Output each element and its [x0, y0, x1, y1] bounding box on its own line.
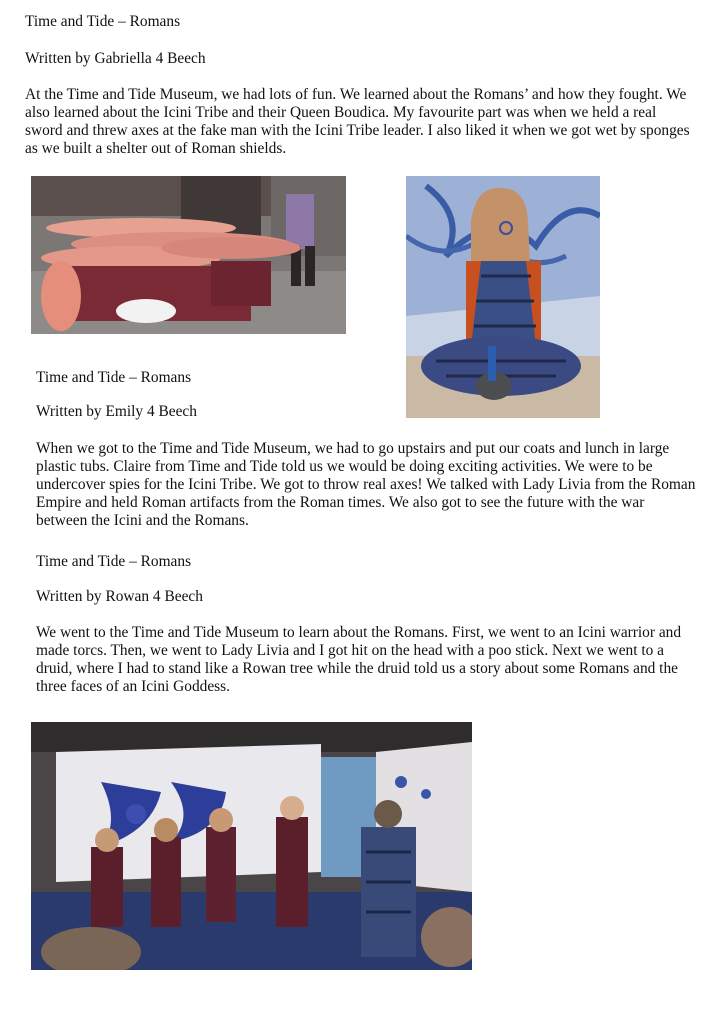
article-3-author: Written by Rowan 4 Beech — [36, 588, 203, 605]
article-1-author: Written by Gabriella 4 Beech — [25, 50, 206, 67]
article-3-title: Time and Tide – Romans — [36, 553, 192, 570]
article-3-body: We went to the Time and Tide Museum to learn about the Romans. First, we went to an Icini warrior and made torcs. Then, we went to Lady Livia and I got hit on the head with a poo stick. Next we went to a druid, where I had to stand like a Rowan tree while the druid told us a story about some Romans and the three faces of an Icini Goddess. — [36, 624, 682, 695]
article-1-body: At the Time and Tide Museum, we had lots of fun. We learned about the Romans’ and how they fought. We also learned about the Icini Tribe and their Queen Boudica. My favourite part was when we held a real sword and threw axes at the fake man with the Icini Tribe leader. I also liked it when we got wet by sponges as we built a shelter out of Roman shields. — [25, 86, 690, 157]
shield-shelter-photo — [31, 176, 346, 334]
article-1-title: Time and Tide – Romans — [25, 13, 181, 30]
druid-activity-photo — [31, 722, 472, 970]
article-2-title: Time and Tide – Romans — [36, 369, 192, 386]
article-2-author: Written by Emily 4 Beech — [36, 403, 197, 420]
seated-warrior-photo — [406, 176, 600, 418]
article-2-body: When we got to the Time and Tide Museum, we had to go upstairs and put our coats and lunch in large plastic tubs. Claire from Time and Tide told us we would be doing exciting activities. We were to be undercover spies for the Icini Tribe. We got to throw real axes! We talked with Lady Livia from the Roman Empire and held Roman artifacts from the Roman times. We also got to see the future with the war between the Icini and the Romans. — [36, 440, 696, 529]
